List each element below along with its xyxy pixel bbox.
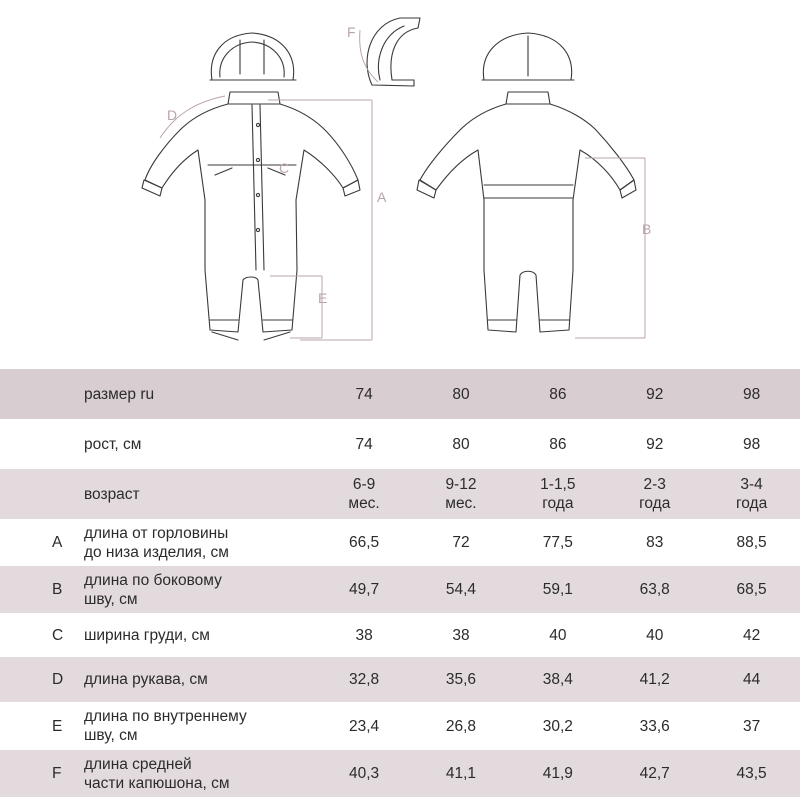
table-cell: 41,1	[445, 765, 477, 782]
table-row	[0, 702, 800, 750]
table-cell: 43,5	[736, 765, 767, 782]
table-cell: 86	[549, 435, 567, 453]
table-row	[0, 419, 800, 469]
table-row	[0, 750, 800, 797]
table-cell: 1-1,5 года	[540, 476, 576, 512]
table-cell: 38,4	[542, 671, 573, 688]
row-label: возраст	[83, 485, 140, 503]
measure-letter-d: D	[167, 107, 178, 123]
table-cell: 54,4	[445, 581, 477, 598]
table-row	[0, 657, 800, 702]
row-letter: A	[52, 534, 63, 551]
hood-side-drawing	[367, 18, 420, 86]
front-hood-drawing	[210, 33, 296, 80]
back-body-drawing	[417, 92, 636, 332]
table-cell: 80	[452, 385, 470, 403]
jumpsuit-illustration	[0, 0, 800, 360]
measure-letter-a: A	[377, 189, 387, 205]
table-cell: 83	[646, 534, 664, 551]
table-row	[0, 369, 800, 419]
table-row	[0, 469, 800, 519]
table-cell: 66,5	[348, 534, 380, 551]
table-cell: 92	[646, 435, 664, 453]
table-cell: 6-9 мес.	[348, 476, 380, 512]
table-cell: 44	[742, 671, 761, 688]
table-cell: 63,8	[639, 581, 670, 598]
table-cell: 86	[549, 385, 567, 403]
row-letter: C	[52, 626, 64, 644]
row-label: длина рукава, см	[83, 671, 208, 688]
row-label: ширина груди, см	[83, 626, 210, 644]
table-cell: 88,5	[736, 534, 767, 551]
table-cell: 98	[742, 385, 761, 403]
table-cell: 40	[549, 626, 567, 644]
size-table	[0, 369, 800, 797]
table-cell: 59,1	[542, 581, 573, 598]
table-cell: 9-12 мес.	[445, 476, 477, 512]
table-cell: 32,8	[348, 671, 380, 688]
row-letter: B	[52, 581, 63, 598]
row-letter: F	[52, 765, 62, 782]
row-letter: D	[52, 671, 64, 688]
table-cell: 41,2	[639, 671, 670, 688]
table-cell: 37	[742, 717, 761, 735]
table-cell: 3-4 года	[735, 476, 768, 512]
table-cell: 92	[646, 385, 664, 403]
row-letter: E	[52, 717, 63, 735]
table-cell: 49,7	[348, 581, 380, 598]
table-cell: 38	[452, 626, 470, 644]
table-cell: 72	[452, 534, 470, 551]
row-label: длина от горловины до низа изделия, см	[83, 524, 229, 561]
table-cell: 40	[646, 626, 664, 644]
table-cell: 2-3 года	[639, 476, 671, 512]
table-cell: 80	[452, 435, 470, 453]
table-cell: 98	[742, 435, 761, 453]
back-hood-drawing	[482, 33, 574, 80]
table-cell: 33,6	[639, 717, 670, 735]
table-row	[0, 613, 800, 657]
table-cell: 35,6	[445, 671, 477, 688]
measure-letter-b: B	[642, 221, 652, 237]
row-label: размер ru	[83, 385, 155, 403]
measure-letter-c: C	[279, 160, 290, 176]
measure-letter-e: E	[318, 290, 328, 306]
table-cell: 23,4	[348, 717, 380, 735]
table-cell: 74	[355, 435, 373, 453]
table-cell: 41,9	[542, 765, 573, 782]
table-cell: 77,5	[542, 534, 573, 551]
table-cell: 26,8	[445, 717, 477, 735]
table-cell: 42	[742, 626, 761, 644]
table-row	[0, 519, 800, 566]
table-cell: 68,5	[736, 581, 767, 598]
table-cell: 30,2	[542, 717, 573, 735]
table-cell: 40,3	[348, 765, 380, 782]
row-label: длина по боковому шву, см	[83, 571, 222, 608]
table-cell: 42,7	[639, 765, 670, 782]
table-row	[0, 566, 800, 613]
row-label: рост, см	[83, 435, 142, 453]
table-cell: 38	[355, 626, 373, 644]
table-cell: 74	[355, 385, 373, 403]
measure-letter-f: F	[347, 24, 356, 40]
row-label: длина средней части капюшона, см	[83, 755, 230, 792]
row-label: длина по внутреннему шву, см	[83, 708, 247, 744]
